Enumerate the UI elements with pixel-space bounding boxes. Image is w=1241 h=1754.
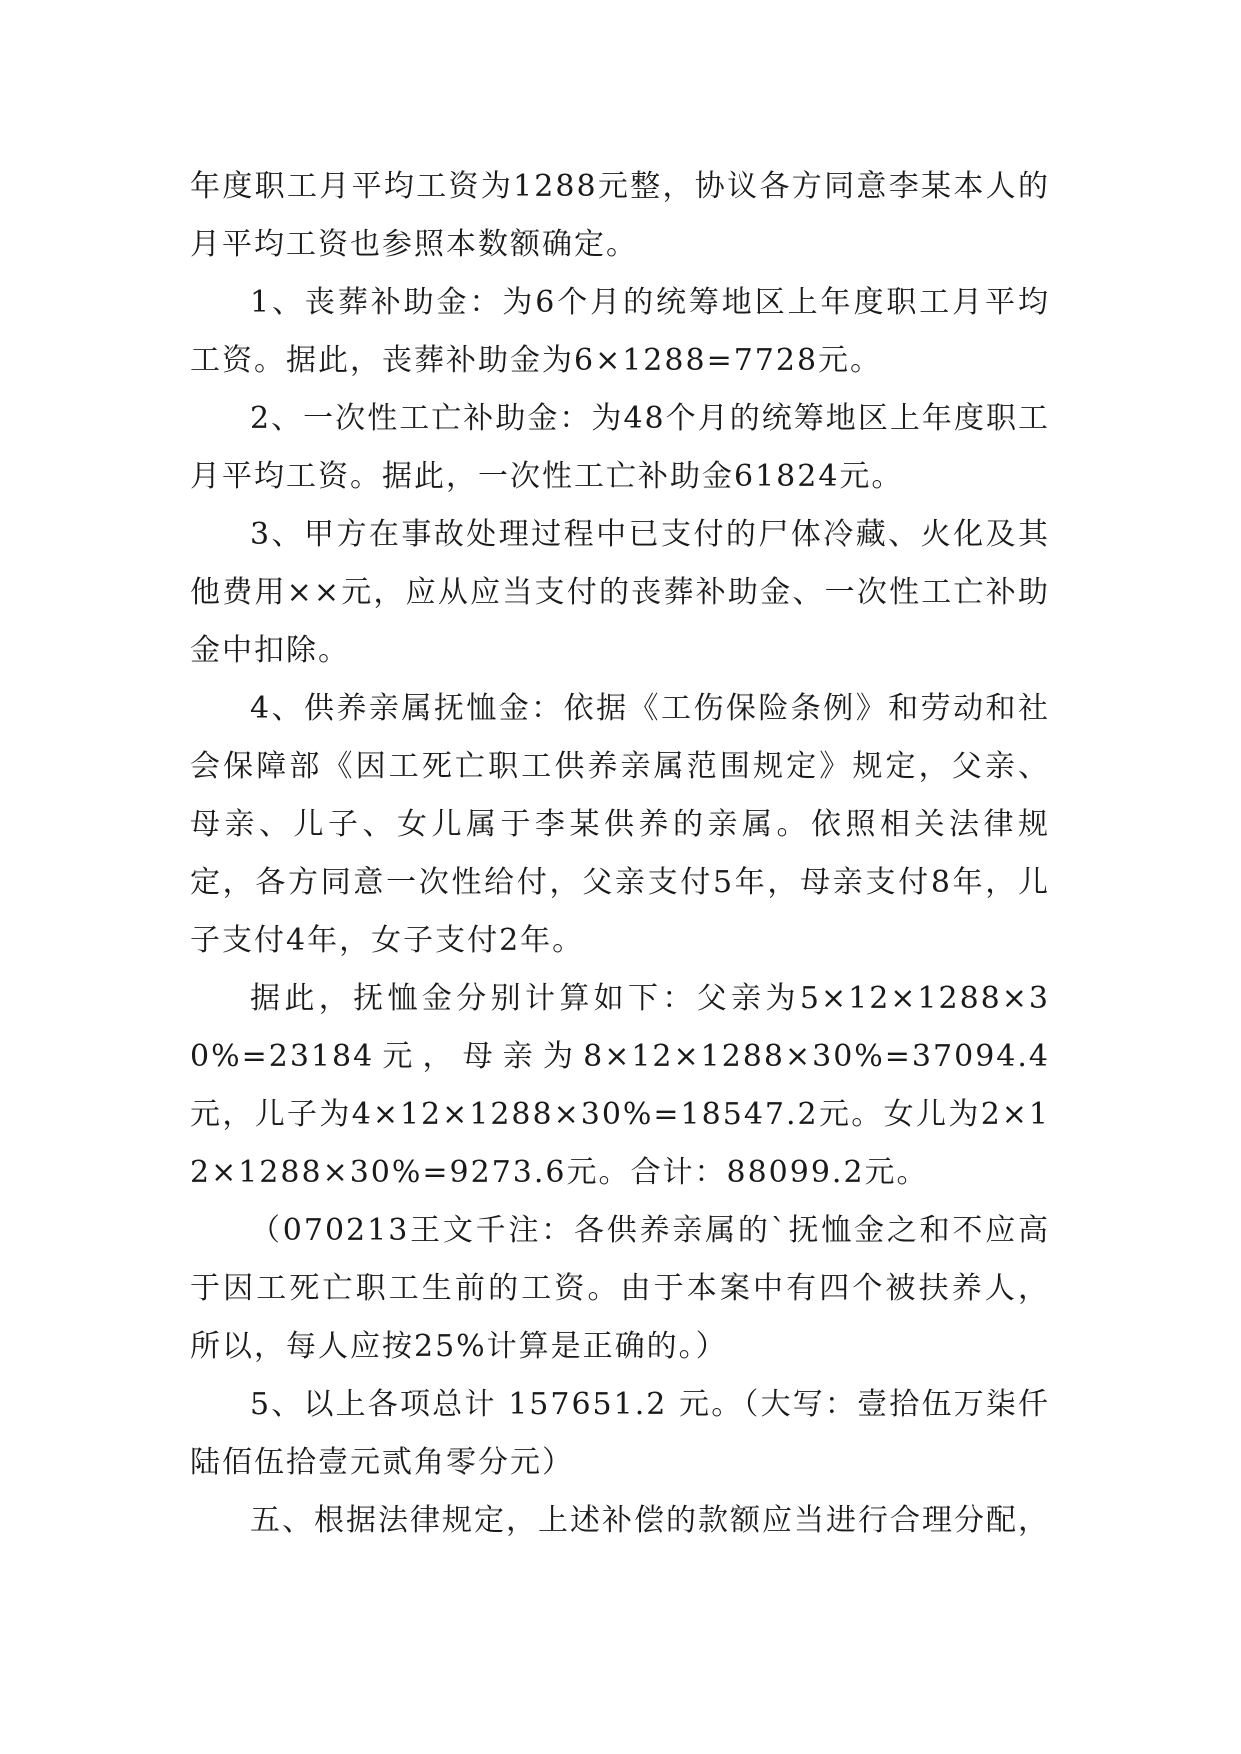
- paragraph-funeral-subsidy: 1、丧葬补助金：为6个月的统筹地区上年度职工月平均工资。据此，丧葬补助金为6×1288=7728元。: [190, 285, 1050, 378]
- paragraph-death-subsidy: 2、一次性工亡补助金：为48个月的统筹地区上年度职工月平均工资。据此，一次性工亡补助金61824元。: [190, 401, 1050, 494]
- paragraph-section-five: 五、根据法律规定，上述补偿的款额应当进行合理分配，: [250, 1503, 1050, 1538]
- paragraph-total-amount: 5、以上各项总计 157651.2 元。（大写：壹拾伍万柒仟陆佰伍拾壹元贰角零分元）: [190, 1387, 1050, 1480]
- paragraph-annotation-note: （070213王文千注：各供养亲属的`抚恤金之和不应高于因工死亡职工生前的工资。由于本案中有四个被扶养人，所以，每人应按25%计算是正确的。）: [190, 1213, 1050, 1364]
- document-body: [190, 158, 1050, 1550]
- paragraph-expense-deduction: 3、甲方在事故处理过程中已支付的尸体冷藏、火化及其他费用××元，应从应当支付的丧葬补助金、一次性工亡补助金中扣除。: [190, 517, 1050, 668]
- paragraph-pension-calculation: 据此，抚恤金分别计算如下：父亲为5×12×1288×30%=23184元，母亲为8×12×1288×30%=37094.4元，儿子为4×12×1288×30%=18547.2元。女儿为2×12×1288×30%=9273.6元。合计：88099.2元。: [190, 981, 1050, 1190]
- paragraph-dependent-pension: 4、供养亲属抚恤金：依据《工伤保险条例》和劳动和社会保障部《因工死亡职工供养亲属范围规定》规定，父亲、母亲、儿子、女儿属于李某供养的亲属。依照相关法律规定，各方同意一次性给付，父亲支付5年，母亲支付8年，儿子支付4年，女子支付2年。: [190, 691, 1050, 958]
- paragraph-wage-basis: 年度职工月平均工资为1288元整，协议各方同意李某本人的月平均工资也参照本数额确定。: [190, 169, 1050, 262]
